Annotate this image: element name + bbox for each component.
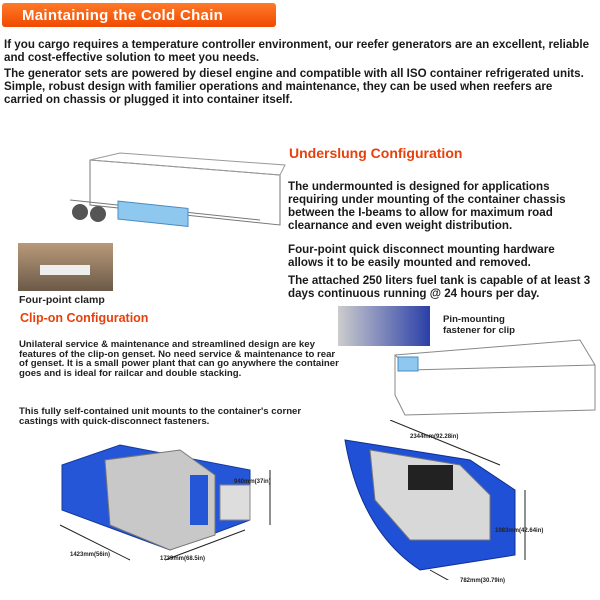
underslung-paragraph-3: The attached 250 liters fuel tank is capable of at least 3 days continuous running @ 24 hours per day. — [288, 274, 591, 300]
pin-caption: Pin-mounting fastener for clip — [443, 314, 515, 336]
clipon-height-label: 940mm(37in) — [234, 479, 271, 485]
trailer-illustration — [60, 150, 290, 235]
underslung-genset-drawing — [340, 420, 540, 580]
underslung-heading: Underslung Configuration — [289, 145, 463, 161]
intro-paragraph-2: The generator sets are powered by diesel engine and compatible with all ISO container refrigerated units. Simple, robust design with familier operations and maintenance, they can be used when reefers are carried on chassis or plugged it into container itself. — [4, 67, 584, 106]
underslung-paragraph-2: Four-point quick disconnect mounting hardware allows it to be easily mounted and removed. — [288, 243, 555, 269]
clipon-paragraph-2: This fully self-contained unit mounts to the container's corner castings with quick-disconnect fasteners. — [19, 406, 302, 427]
underslung-depth-label: 782mm(30.79in) — [460, 578, 506, 584]
four-point-clamp-photo — [18, 243, 113, 291]
clipon-genset-drawing — [50, 435, 280, 565]
section-banner: Maintaining the Cold Chain — [2, 3, 276, 27]
clipon-depth-label: 1423mm(56in) — [70, 552, 111, 558]
container-illustration — [390, 335, 600, 420]
underslung-paragraph-1: The undermounted is designed for applications requiring under mounting of the container chassis between the I-beams to allow for maximum road clearnance and even weight distribution. — [288, 180, 566, 232]
clipon-width-label: 1739mm(68.5in) — [160, 556, 206, 562]
clamp-caption: Four-point clamp — [19, 294, 105, 306]
clipon-heading: Clip-on Configuration — [20, 311, 149, 325]
underslung-length-label: 2344mm(92.28in) — [410, 434, 459, 440]
clipon-paragraph-1: Unilateral service & maintenance and streamlined design are key features of the clip-on genset. No need service & maintenance to rear of genset. It is a small power plant that can go anywhere the container goes and is ideal for railcar and double stacking. — [19, 339, 339, 379]
intro-paragraph-1: If you cargo requires a temperature controller environment, our reefer generators are an excellent, reliable and cost-effective solution to meet you needs. — [4, 38, 590, 64]
underslung-height-label: 1083mm(42.64in) — [495, 528, 544, 534]
